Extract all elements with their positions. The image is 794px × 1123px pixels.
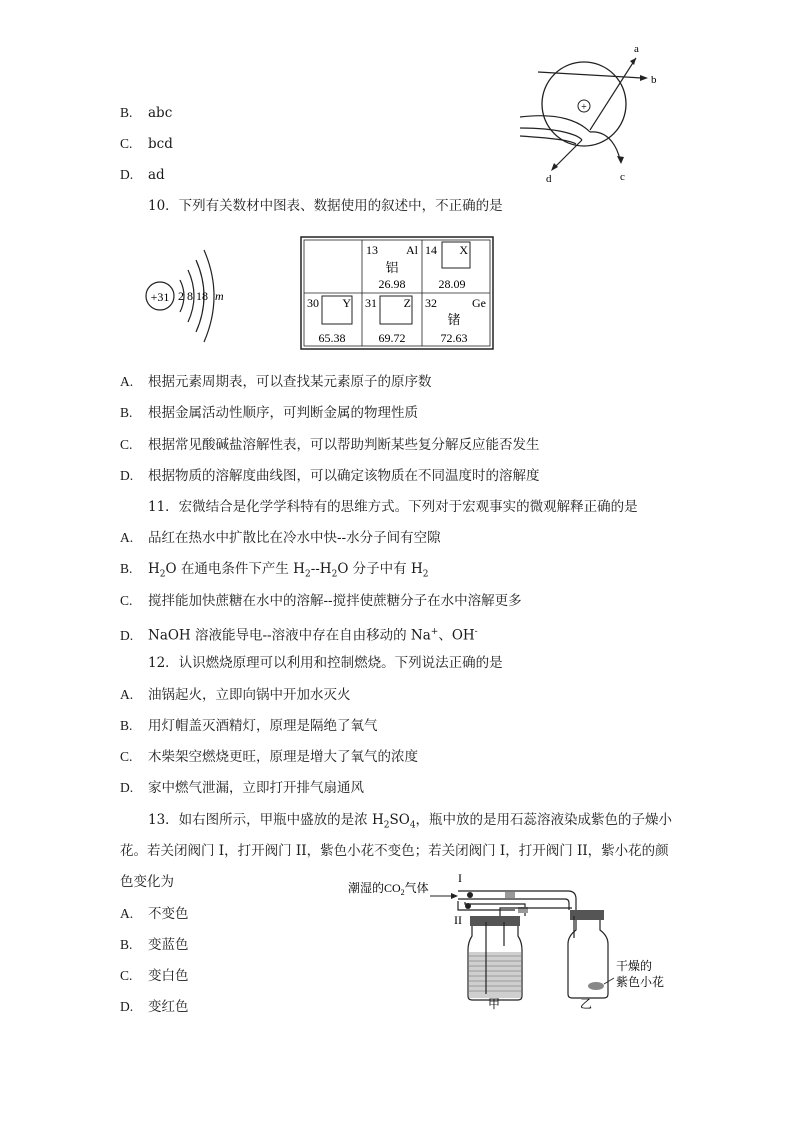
q11-stem: 11．宏微结合是化学学科特有的思维方式。下列对于宏观事实的微观解释正确的是 [148, 499, 638, 515]
q13-option-b: B. 变蓝色 [120, 937, 189, 953]
svg-text:锗: 锗 [447, 312, 461, 327]
q10-option-c: C. 根据常见酸碱盐溶解性表，可以帮助判断某些复分解反应能否发生 [120, 437, 540, 453]
cell-ge [425, 296, 486, 345]
label-d: d [546, 173, 552, 185]
svg-text:65.38: 65.38 [318, 331, 346, 345]
q9-particle-figure [520, 40, 670, 190]
label-a: a [634, 43, 639, 55]
svg-text:26.98: 26.98 [378, 277, 406, 291]
cell-z [365, 296, 412, 345]
q10-option-a: A. 根据元素周期表，可以查找某元素原子的原序数 [120, 374, 432, 390]
flower-label-1: 干燥的 [616, 959, 653, 973]
cell-x [425, 242, 470, 291]
svg-text:30: 30 [307, 296, 319, 310]
q13-option-c: C. 变白色 [120, 968, 189, 984]
svg-text:32: 32 [425, 296, 437, 310]
q13-option-a: A. 不变色 [120, 906, 189, 922]
q12-option-d: D. 家中燃气泄漏，立即打开排气扇通风 [120, 780, 364, 796]
svg-text:31: 31 [365, 296, 377, 310]
svg-text:Ge: Ge [472, 296, 486, 310]
svg-text:72.63: 72.63 [440, 331, 468, 345]
q10-periodic-table [300, 236, 494, 350]
svg-text:Al: Al [406, 243, 418, 257]
svg-text:Z: Z [403, 296, 411, 310]
q12-option-a: A. 油锅起火，立即向锅中开加水灭火 [120, 687, 351, 703]
q13-option-d: D. 变红色 [120, 999, 189, 1015]
q13-stem-line3: 色变化为 [120, 874, 174, 890]
q10-option-d: D. 根据物质的溶解度曲线图，可以确定该物质在不同温度时的溶解度 [120, 468, 540, 484]
q9-option-c: C. bcd [120, 136, 173, 152]
shell-3: 18 [196, 289, 208, 303]
q11-option-c: C. 搅拌能加快蔗糖在水中的溶解--搅拌使蔗糖分子在水中溶解更多 [120, 593, 522, 609]
shell-4: m [215, 289, 224, 303]
q11-option-b: B. $H_2O$ 在通电条件下产生 $H_2--H_2O$ 分子中有 $H_2$ [120, 561, 429, 580]
svg-text:X: X [459, 243, 468, 257]
nucleus-charge: + [581, 102, 587, 113]
cell-y [307, 296, 352, 345]
q11-option-d: D. NaOH 溶液能导电--溶液中存在自由移动的 Na+、OH- [120, 627, 478, 644]
q9-option-d: D. ad [120, 167, 165, 183]
q9-option-b: B. abc [120, 105, 173, 121]
q12-stem: 12．认识燃烧原理可以利用和控制燃烧。下列说法正确的是 [148, 655, 503, 671]
flower-label-2: 紫色小花 [616, 975, 665, 989]
q13-apparatus-figure [340, 866, 680, 1016]
valve-1-label: I [458, 871, 462, 885]
q10-option-b: B. 根据金属活动性顺序，可判断金属的物理性质 [120, 405, 418, 421]
shell-2: 8 [187, 289, 193, 303]
valve-2-label: II [454, 913, 462, 927]
q10-stem: 10．下列有关数材中图表、数据使用的叙述中，不正确的是 [148, 198, 503, 214]
bottle-jia-label: 甲 [488, 997, 501, 1011]
svg-text:28.09: 28.09 [438, 277, 466, 291]
label-b: b [651, 74, 657, 86]
svg-text:Y: Y [342, 296, 351, 310]
label-c: c [620, 171, 625, 183]
atom-nucleus: +31 [150, 290, 170, 304]
q12-option-b: B. 用灯帽盖灭酒精灯，原理是隔绝了氧气 [120, 718, 378, 734]
shell-1: 2 [178, 289, 184, 303]
bottle-yi-label: 乙 [580, 997, 593, 1011]
cell-al [366, 243, 419, 291]
svg-text:69.72: 69.72 [378, 331, 406, 345]
q13-stem-line1: 13．如右图所示，甲瓶中盛放的是浓 $H_2SO_4$，瓶中放的是用石蕊溶液染成紫色的子燥小 [148, 812, 673, 831]
svg-text:14: 14 [425, 243, 437, 257]
q13-stem-line2: 花。若关闭阀门 I，打开阀门 II，紫色小花不变色；若关闭阀门 I，打开阀门 II，紫小花的颜 [120, 843, 669, 859]
gas-label: 潮湿的$CO_2$气体 [348, 881, 429, 897]
q10-atom-structure [140, 240, 250, 350]
q12-option-c: C. 木柴架空燃烧更旺，原理是增大了氧气的浓度 [120, 749, 418, 765]
q11-option-a: A. 品红在热水中扩散比在冷水中快--水分子间有空隙 [120, 530, 441, 546]
svg-text:13: 13 [366, 243, 378, 257]
svg-text:铝: 铝 [385, 260, 399, 275]
